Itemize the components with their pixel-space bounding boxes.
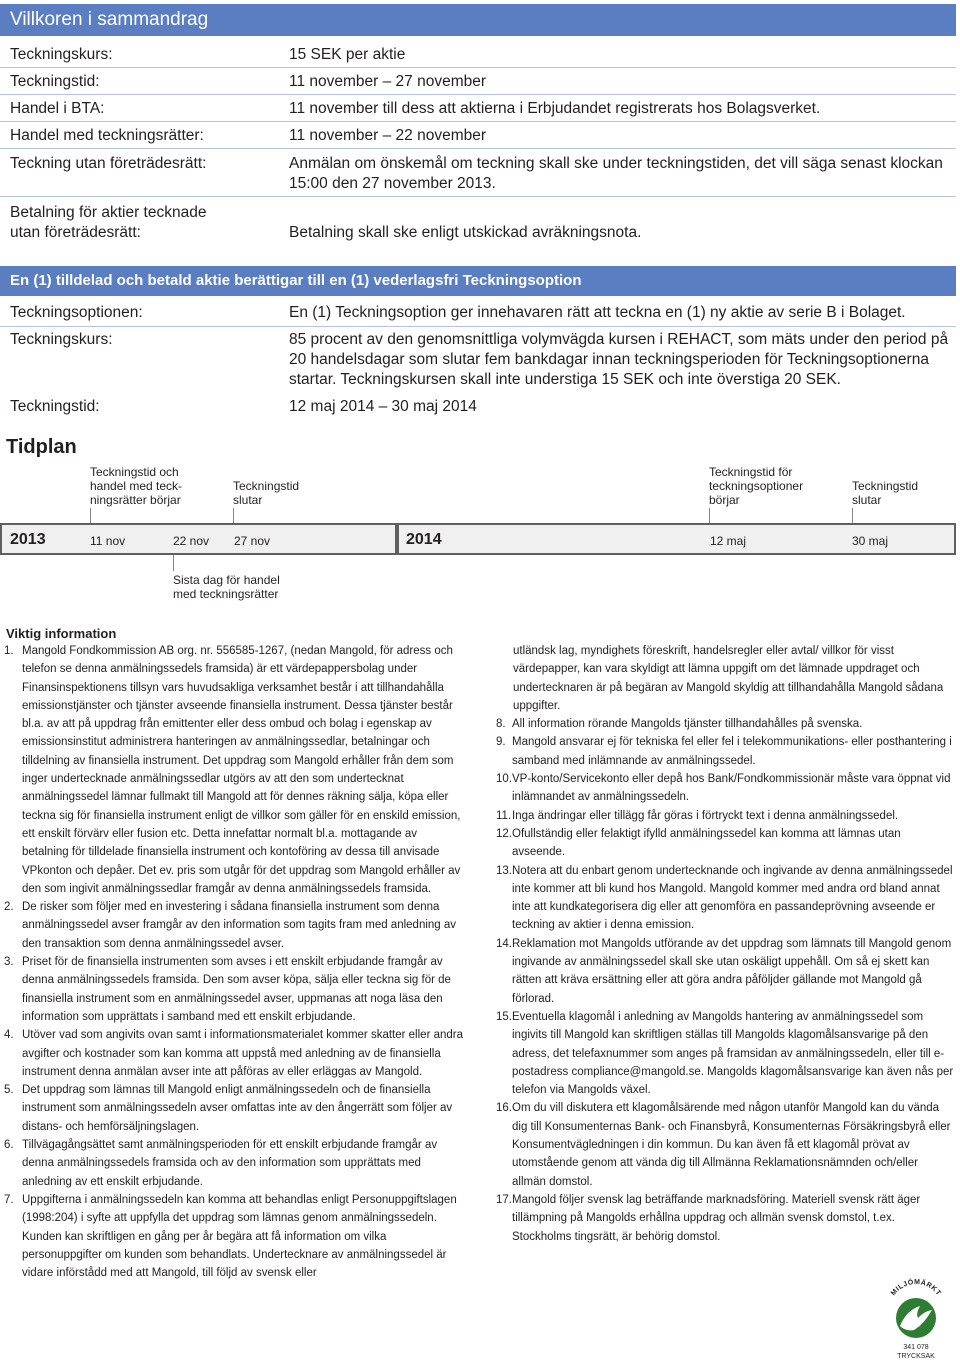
item-text: Utöver vad som angivits ovan samt i informationsmaterialet kommer skatter eller andra avgifter och kostnader som kan komma att uppstå med anledning av de finansiella instrument denna anmälan avser inte att påföras av eller erläggas av Mangold. — [22, 1029, 464, 1078]
timeline-date: 22 nov — [173, 534, 210, 548]
row-label: Betalning för aktier tecknade utan företrädesrätt: — [10, 204, 207, 241]
timeline-caption: Sista dag för handel med teckningsrätter — [173, 573, 280, 601]
row-value: Anmälan om önskemål om teckning skall ske under teckningstiden, det vill säga senast klockan 15:00 den 27 november 2013. — [289, 155, 943, 192]
timeline-date: 11 nov — [90, 534, 126, 548]
row-label: Teckningstid: — [10, 73, 100, 90]
info-item — [4, 1026, 464, 1081]
timeline-year: 2013 — [10, 531, 46, 548]
timeline-date: 12 maj — [710, 534, 747, 548]
item-text: Reklamation mot Mangolds utförande av det uppdrag som lämnats till Mangold genom ingivande av anmälningssedel skall ske utan oskäligt uppehåll. Om så ej skett kan rätten att kräva ersättning eller att göra andra påföljder gällande mot Mangold gå förlorad. — [512, 937, 952, 1005]
info-item — [496, 935, 954, 1008]
timeline-title: Tidplan — [6, 436, 77, 458]
timeline-caption: Teckningstid och handel med teck-ningsrätter börjar — [90, 465, 183, 507]
item-text: VP-konto/Servicekonto eller depå hos Bank/Fondkommissionär måste vara öppnat vid inlämnandet av anmälningssedeln. — [512, 773, 951, 804]
item-text: Priset för de finansiella instrumenten som avses i ett enskilt erbjudande framgår av denna anmälningssedels framsida. Den som avser köpa, sälja eller teckna sig för de finansiella instrument som en anmälningssedel avser, uppmanas att noga läsa den information som upprättats i samband med ett enskilt erbjudande. — [22, 956, 451, 1023]
item-number: 17. — [496, 1193, 512, 1206]
info-item — [4, 1191, 464, 1282]
item-number: 13. — [496, 864, 512, 877]
info-item — [496, 1099, 954, 1190]
row-label: Teckning utan företrädesrätt: — [10, 155, 207, 172]
timeline-tick — [233, 508, 234, 524]
item-number: 16. — [496, 1102, 512, 1115]
row-label: Teckningskurs: — [10, 46, 113, 63]
item-number: 2. — [4, 901, 14, 914]
summary-row — [0, 94, 956, 122]
timeline-date: 27 nov — [234, 534, 271, 548]
info-item — [496, 807, 954, 825]
nordic-swan-ecolabel — [884, 1278, 948, 1360]
summary-row — [0, 196, 956, 244]
info-item — [496, 1008, 954, 1099]
item-text: Mangold ansvarar ej för tekniska fel eller fel i telekommunikations- eller posthantering i samband med inlämnande av anmälningssedel. — [512, 736, 952, 767]
item-text: Ofullständig eller felaktigt ifylld anmälningssedel kan komma att lämnas utan avseende. — [512, 827, 901, 859]
info-title: Viktig information — [6, 626, 117, 641]
timeline-year: 2014 — [406, 531, 442, 548]
timeline-tick — [173, 555, 174, 571]
info-item — [496, 715, 954, 733]
info-item — [4, 1136, 464, 1191]
item-number: 1. — [4, 645, 14, 657]
summary-row — [0, 67, 956, 95]
item-number: 3. — [4, 956, 14, 969]
info-item — [4, 642, 464, 898]
option-title: En (1) tilldelad och betald aktie berättigar till en (1) vederlagsfri Teckningsoption — [10, 272, 582, 289]
row-value: Betalning skall ske enligt utskickad avräkningsnota. — [289, 224, 642, 241]
row-value: En (1) Teckningsoption ger innehavaren rätt att teckna en (1) ny aktie av serie B i Bolaget. — [289, 304, 906, 321]
info-left-column — [4, 642, 464, 1282]
row-label: Teckningsoptionen: — [10, 304, 143, 321]
badge-number: 341 078 — [903, 1344, 929, 1351]
option-row — [0, 326, 956, 394]
row-value: 15 SEK per aktie — [289, 46, 406, 63]
row-label: Handel med teckningsrätter: — [10, 127, 204, 144]
timeline-tick — [709, 508, 710, 524]
item-number: 8. — [496, 718, 506, 731]
row-label: Teckningstid: — [10, 398, 100, 415]
info-right-column — [496, 642, 954, 1246]
item-number: 10. — [496, 773, 512, 786]
badge-bottom-text: TRYCKSAK — [897, 1353, 935, 1360]
badge-top-text: MILJÖMÄRKT — [890, 1278, 942, 1298]
item-number: 4. — [4, 1029, 14, 1042]
timeline-caption: Teckningstid slutar — [852, 479, 919, 507]
item-text: Inga ändringar eller tillägg får göras i förtryckt text i denna anmälningssedel. — [512, 809, 899, 822]
info-item — [4, 1081, 464, 1136]
item-number: 7. — [4, 1193, 14, 1206]
info-item — [496, 1191, 954, 1246]
info-continuation: utländsk lag, myndighets föreskrift, handelsregler eller avtal/ villkor för visst värdepapper, kan vara skyldigt att lämna uppgift om det lämnade uppdraget och undertecknaren är på begäran av Mangold skyldig att tillhandahålla Mangold sådana uppgifter. — [513, 645, 944, 712]
info-item — [496, 862, 954, 935]
item-number: 6. — [4, 1139, 14, 1152]
item-text: Mangold Fondkommission AB org. nr. 556585-1267, (nedan Mangold, för adress och telefon se denna anmälningssedels framsida) är ett värdepappersbolag under Finansinspektionens tillsyn vars huvudsakliga verksamhet består i att tillhandahålla emissionstjänster och tjänster avseende finansiella instrument. Dessa tjänster består bl.a. av att på uppdrag från emittenter eller dess ombud och bolag i egenskap av emissionsinstitut administrera hanteringen av anmälningssedlar, betalningar och tilldelning av finansiella instrument. Det uppdrag som Mangold erhåller från dem som inger undertecknade anmälningssedlar utgörs av att den som undertecknat anmälningssedel lämnar fullmakt till Mangold att för dennes räkning sälja, köpa eller teckna sig för finansiella instrument enligt de villkor som gäller för en enskild emission, ett enskilt förvärv eller fusion etc. Detta innefattar normalt bl.a. mottagande av betalning för tilldelade finansiella instrument och kontoföring av dessa till anvisade VPkonton och depåer. Det ev. pris som utgår för det uppdrag som Mangold erhåller av den som ingivit anmälningssedlar framgår av denna anmälningssedels framsida. — [22, 645, 461, 895]
item-text: All information rörande Mangolds tjänster tillhandahålles på svenska. — [512, 718, 863, 731]
item-text: De risker som följer med en investering i sådana finansiella instrument som denna anmälningssedel avser framgår av den information som tagits fram med anledning av den transaktion som denna anmälningssedel avser. — [22, 901, 457, 950]
option-row — [0, 300, 956, 327]
info-item — [496, 825, 954, 862]
timeline-caption: Teckningstid för teckningsoptioner börjar — [709, 465, 804, 507]
item-text: Eventuella klagomål i anledning av Mangolds hantering av anmälningssedel som ingivits till Mangold kan skriftligen ställas till Mangolds klagomålsansvarige på den adress, det telefaxnummer som anges på framsidan av anmälningssedeln, eller till e-postadress compliance@mangold.se. Mangolds klagomålsansvarige kan även nås per telefon via Mangolds växel. — [512, 1010, 954, 1097]
row-value: 11 november – 27 november — [289, 73, 487, 90]
info-item — [496, 770, 954, 807]
item-number: 11. — [496, 809, 512, 822]
item-number: 5. — [4, 1084, 14, 1097]
info-item — [4, 953, 464, 1026]
timeline-date: 30 maj — [852, 534, 889, 548]
item-text: Det uppdrag som lämnas till Mangold enligt anmälningssedeln och de finansiella instrument som anmälningssedeln avser omfattas inte av den ångerrätt som följer av distans- och hemförsäljningslagen. — [22, 1084, 453, 1133]
row-label: Handel i BTA: — [10, 100, 105, 117]
row-label: Teckningskurs: — [10, 331, 113, 348]
item-number: 14. — [496, 937, 512, 950]
info-item — [496, 733, 954, 770]
row-value: 12 maj 2014 – 30 maj 2014 — [289, 398, 477, 415]
item-text: Om du vill diskutera ett klagomålsärende med någon utanför Mangold kan du vända dig till Konsumenternas Bank- och Finansbyrå, Konsumenternas Försäkringsbyrå eller Konsumentvägledningen i din kommun. Du kan även få ett klagomål prövat av utomstående genom att vända dig till Allmänna Reklamationsnämnden och/eller allmän domstol. — [512, 1102, 951, 1188]
row-value: 11 november – 22 november — [289, 127, 487, 144]
timeline-tick — [852, 508, 853, 524]
summary-row — [0, 40, 956, 68]
timeline-tick — [90, 508, 91, 524]
option-header — [0, 266, 956, 296]
item-number: 15. — [496, 1010, 512, 1023]
summary-row — [0, 148, 956, 197]
svg-text:MILJÖMÄRKT — [890, 1278, 942, 1297]
item-text: Mangold följer svensk lag beträffande marknadsföring. Materiell svensk rätt äger tillämpning på Mangolds erhållna uppdrag och allmän svensk domstol, t.ex. Stockholms tingsrätt, är behörig domstol. — [512, 1193, 921, 1243]
info-item — [4, 898, 464, 953]
row-value: 85 procent av den genomsnittliga volymvägda kursen i REHACT, som mäts under den period på 20 handelsdagar som slutar fem bankdagar innan teckningsperioden för Teckningsoptionerna startar. Teckningskursen skall inte understiga 15 SEK och inte överstiga 20 SEK. — [289, 331, 949, 388]
item-number: 12. — [496, 827, 512, 840]
item-text: Notera att du enbart genom undertecknande och ingivande av denna anmälningssedel inte kommer att bli kund hos Mangold. Mangold kommer med andra ord bland annat inte att kundkategorisera dig eller att genomföra en passandeprövning avseende er teckning av aktier i denna emission. — [512, 864, 953, 932]
timeline-caption: Teckningstid slutar — [233, 479, 300, 507]
summary-header — [0, 4, 956, 36]
summary-row — [0, 121, 956, 149]
row-value: 11 november till dess att aktierna i Erbjudandet registrerats hos Bolagsverket. — [289, 100, 821, 117]
item-number: 9. — [496, 736, 506, 749]
summary-title: Villkoren i sammandrag — [10, 9, 209, 30]
item-text: Tillvägagångsättet samt anmälningsperioden för ett enskilt erbjudande framgår av denna anmälningssedels framsida och av den information som upprättats med anledning av ett enskilt erbjudande. — [22, 1139, 438, 1188]
swan-logo-icon — [884, 1278, 948, 1360]
item-text: Uppgifterna i anmälningssedeln kan komma att behandlas enligt Personuppgiftslagen (1998:204) i syfte att uppfylla det uppdrag som lämnas genom anmälningssedeln. Kunden kan skriftligen en gång per år begära att få information om vilka personuppgifter om kunden som behandlats. Undertecknare av anmälningssedel är vidare införstådd med att Mangold, till följd av svensk eller — [22, 1193, 457, 1280]
